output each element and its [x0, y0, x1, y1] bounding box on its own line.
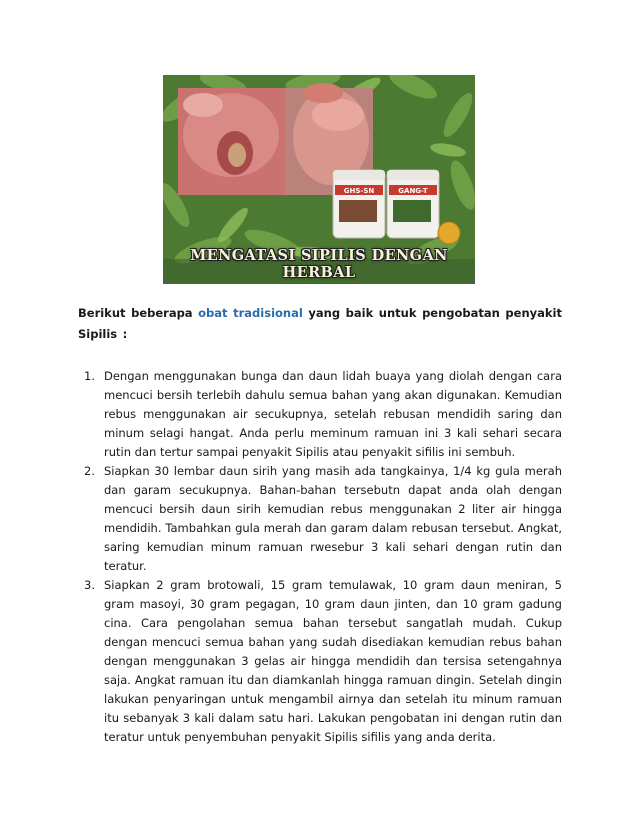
- list-item-text: Dengan menggunakan bunga dan daun lidah buaya yang diolah dengan cara mencuci bersih terlebih dahulu semua bahan yang akan digunakan. Kemudian rebus menggunakan air secukupnya, setelah rebusan mendidih saring dan minum selagi hangat. Anda perlu meminum ramuan ini 3 kali sehari secara rutin dan tertur sampai penyakit Sipilis atau penyakit sifilis ini sembuh.: [104, 369, 562, 459]
- list-item: [78, 462, 562, 576]
- list-item-number: 2.: [84, 464, 95, 478]
- product-bottle-right: [387, 170, 439, 238]
- bottle-label-right: GANG-T: [398, 187, 428, 195]
- banner-caption: MENGATASI SIPILIS DENGAN HERBAL: [190, 247, 448, 281]
- list-item-text: Siapkan 30 lembar daun sirih yang masih ada tangkainya, 1/4 kg gula merah dan garam secukupnya. Bahan-bahan tersebutn dapat anda olah dengan mencuci bersih daun sirih kemudian rebus menggunakan 2 liter air hingga mendidih. Tambahkan gula merah dan garam dalam rebusan tersebut. Angkat, saring kemudian minum ramuan rwesebur 3 kali sehari dengan rutin dan teratur.: [104, 464, 562, 573]
- seal-badge-icon: [438, 222, 460, 244]
- article-banner-image: [163, 75, 475, 284]
- obat-tradisional-link[interactable]: obat tradisional: [198, 306, 303, 320]
- bottle-label-left: GHS-SN: [343, 187, 375, 195]
- remedy-steps-list: [78, 367, 562, 747]
- list-item-number: 3.: [84, 578, 95, 592]
- list-item-text: Siapkan 2 gram brotowali, 15 gram temulawak, 10 gram daun meniran, 5 gram masoyi, 30 gram pegagan, 10 gram daun jinten, dan 10 gram gadung cina. Cara pengolahan semua bahan tersebut sangatlah mudah. Cukup dengan mencuci semua bahan yang sudah disediakan kemudian rebus bahan dengan menggunakan 3 gelas air hingga mendidih dan tersisa setengahnya saja. Angkat ramuan itu dan diamkanlah hingga ramuan dingin. Setelah dingin lakukan penyaringan untuk mengambil airnya dan setelah itu minum ramuan itu sebanyak 3 kali dalam satu hari. Lakukan pengobatan ini dengan rutin dan teratur untuk penyembuhan penyakit Sipilis sifilis yang anda derita.: [104, 578, 562, 744]
- list-item: [78, 576, 562, 747]
- list-item: [78, 367, 562, 462]
- intro-paragraph: [78, 303, 562, 345]
- intro-text-before: Berikut beberapa: [78, 306, 199, 320]
- product-bottle-left: [333, 170, 385, 238]
- intro-text-after: yang baik untuk pengobatan penyakit Sipilis :: [78, 306, 562, 341]
- list-item-number: 1.: [84, 369, 95, 383]
